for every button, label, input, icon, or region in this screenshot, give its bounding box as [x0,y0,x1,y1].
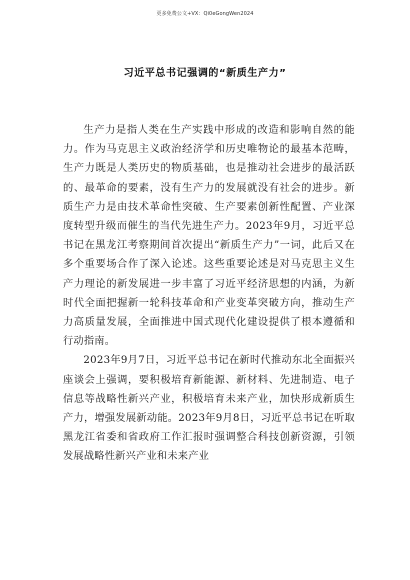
page-header-note: 更多免费公文+VX：Qi0eGongWen2024 [156,11,254,17]
document-body [63,121,355,467]
paragraph-2: 2023年9月7日，习近平总书记在新时代推动东北全面振兴座谈会上强调，要积极培育新能源、新材料、先进制造、电子信息等战略性新兴产业，积极培育未来产业，加快形成新质生产力，增强发展新动能。2023年9月8日，习近平总书记在听取黑龙江省委和省政府工作汇报时强调整合科技创新资源，引领发展战略性新兴产业和未来产业 [63,355,355,463]
document-title: 习近平总书记强调的“新质生产力” [123,68,287,79]
paragraph-1: 生产力是指人类在生产实践中形成的改造和影响自然的能力。作为马克思主义政治经济学和历史唯物论的最基本范畴，生产力既是人类历史的物质基础，也是推动社会进步的最活跃的、最革命的要素，没有生产力的发展就没有社会的进步。新质生产力是由技术革命性突破、生产要素创新性配置、产业深度转型升级而催生的当代先进生产力。2023年9月，习近平总书记在黑龙江考察期间首次提出“新质生产力”一词，此后又在多个重要场合作了深入论述。这些重要论述是对马克思主义生产力理论的新发展进一步丰富了习近平经济思想的内涵，为新时代全面把握新一轮科技革命和产业变革突破方向，推动生产力高质量发展，全面推进中国式现代化建设提供了根本遵循和行动指南。 [63,125,355,348]
